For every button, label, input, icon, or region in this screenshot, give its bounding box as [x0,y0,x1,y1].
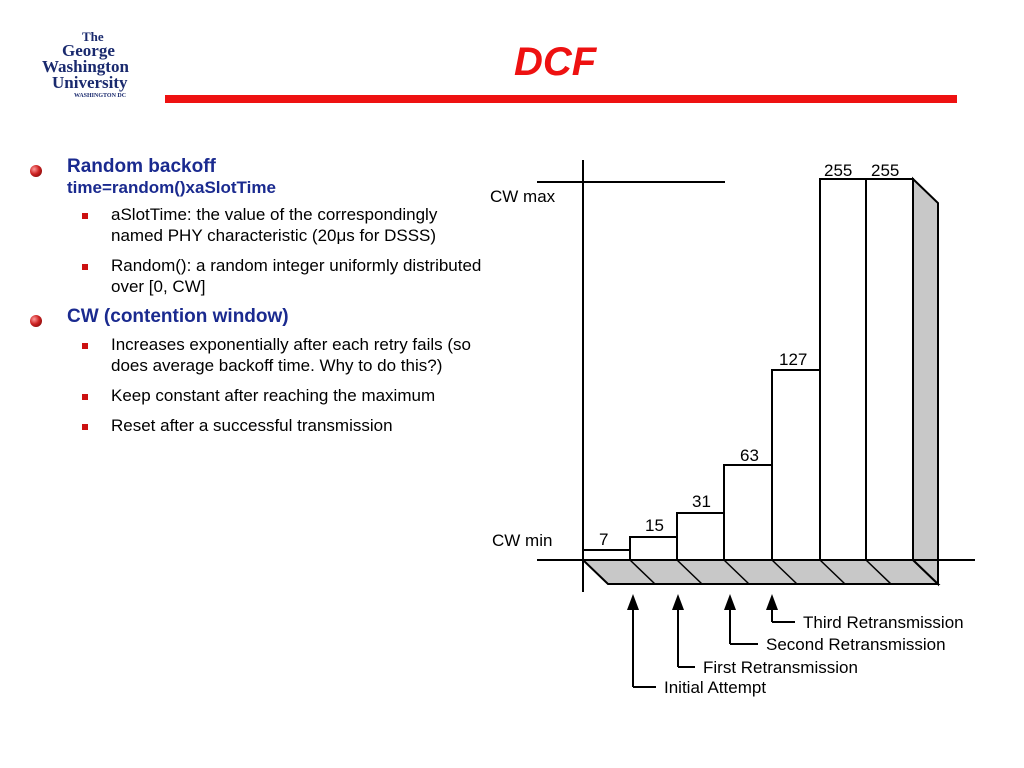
bar-value-label: 15 [645,516,664,535]
bullet-list [30,156,490,445]
logo-line-the: The [82,29,104,44]
bar [583,550,630,560]
logo-line-university: University [52,73,128,92]
bar-value-label: 127 [779,350,808,369]
bullet-heading: CW (contention window) [67,306,289,327]
bullet-random-backoff [30,156,490,198]
bar-value-label: 255 [824,161,853,180]
sub-bullet [30,334,490,376]
sub-bullet-text: Keep constant after reaching the maximum [111,386,436,405]
bar-side-face [913,179,938,584]
bar [677,513,724,560]
arrow-up-icon [672,594,684,610]
square-bullet-icon [82,264,88,270]
sub-bullet [30,415,490,436]
bar-value-label: 63 [740,446,759,465]
sub-bullet-text: Increases exponentially after each retry fails (so does average backoff time. Why to do this?) [111,335,472,375]
square-bullet-icon [82,343,88,349]
square-bullet-icon [82,424,88,430]
cw-max-label: CW max [490,187,556,206]
logo-line-washington: Washington [42,57,129,76]
bar [820,179,866,560]
slide-title: DCF [514,40,597,84]
sub-bullet [30,204,490,246]
arrow-up-icon [724,594,736,610]
university-logo [40,28,166,100]
bar-value-label: 255 [871,161,900,180]
bullet-dot-icon [30,315,42,327]
bullet-contention-window [30,306,490,328]
bar [866,179,913,560]
bar-value-label: 31 [692,492,711,511]
sub-bullet [30,385,490,406]
sub-bullet-text: Reset after a successful transmission [111,416,393,435]
bullet-dot-icon [30,165,42,177]
attempt-label: First Retransmission [703,658,858,677]
attempt-label: Second Retransmission [766,635,946,654]
bar-value-label: 7 [599,530,609,549]
bullet-formula: time=random()xaSlotTime [67,178,276,197]
logo-line-dc: WASHINGTON DC [74,93,127,99]
attempt-label: Initial Attempt [664,678,767,697]
bar [772,370,820,560]
attempt-label: Third Retransmission [803,613,964,632]
square-bullet-icon [82,394,88,400]
logo-line-george: George [62,41,115,60]
bullet-heading: Random backoff [67,156,216,177]
arrow-up-icon [627,594,639,610]
sub-bullet-text: aSlotTime: the value of the correspondingly named PHY characteristic (20μs for DSSS) [111,205,438,245]
title-rule [165,95,957,103]
cw-min-label: CW min [492,531,553,550]
base-slab [583,560,938,584]
sub-bullet-text: Random(): a random integer uniformly distributed over [0, CW] [111,256,482,296]
bar [724,465,772,560]
arrow-up-icon [766,594,778,610]
cw-staircase-chart [480,150,1000,710]
sub-bullet [30,255,490,297]
bar [630,537,677,560]
square-bullet-icon [82,213,88,219]
